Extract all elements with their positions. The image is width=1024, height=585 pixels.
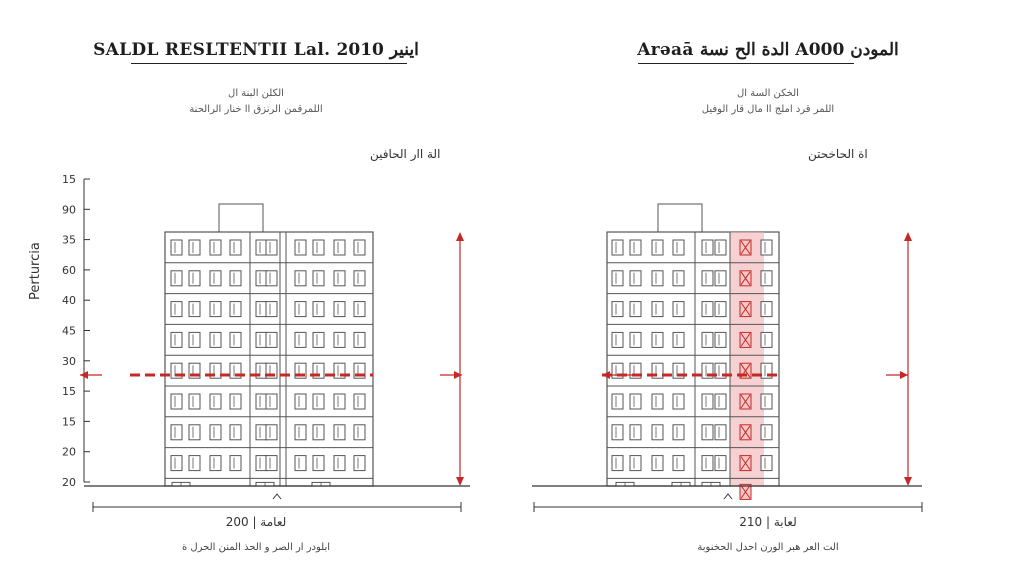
height-arrow-top-icon [904,232,912,241]
window [612,271,623,286]
window [230,271,241,286]
window [673,240,684,255]
window [702,394,713,409]
window [630,394,641,409]
window [171,302,182,317]
y-axis-tick-label: 45 [62,324,76,338]
window [266,394,277,409]
window [702,302,713,317]
window [189,240,200,255]
building [607,204,779,499]
window [313,394,324,409]
window [210,332,221,347]
window [334,332,345,347]
window [313,271,324,286]
y-axis-tick-label: 15 [62,415,76,429]
y-axis-tick-label: 20 [62,445,76,459]
window [354,456,365,471]
window [210,394,221,409]
window [702,425,713,440]
window [354,332,365,347]
window [715,394,726,409]
roof-structure [219,204,263,232]
window [295,302,306,317]
right-footer: الت العر هبر الورن احدل الحخنوبة [697,542,839,553]
window [715,332,726,347]
right-arrow-head-icon [454,371,462,379]
window [652,240,663,255]
window [761,394,772,409]
window [266,271,277,286]
window [702,240,713,255]
left-arrow-head-icon [602,371,610,379]
y-axis-tick-label: 15 [62,173,76,186]
window [715,425,726,440]
window [673,302,684,317]
window [256,240,267,255]
window [189,271,200,286]
window [715,271,726,286]
window [673,456,684,471]
left-subtitle-1: الكلن البنة ال [228,88,284,99]
window [652,456,663,471]
window [652,394,663,409]
window [295,240,306,255]
window [652,425,663,440]
window [673,271,684,286]
y-axis-tick-label: 90 [62,203,76,217]
window [313,302,324,317]
window [612,456,623,471]
y-axis-tick-label: 30 [62,354,76,368]
window [334,456,345,471]
window [189,425,200,440]
height-arrow-top-icon [456,232,464,241]
window [266,425,277,440]
window [652,271,663,286]
window [334,394,345,409]
window [673,332,684,347]
window [334,240,345,255]
window [230,240,241,255]
window [171,394,182,409]
window [189,394,200,409]
window [612,240,623,255]
window [354,302,365,317]
window [230,425,241,440]
window [334,302,345,317]
window [266,456,277,471]
left-footer: ابلودر ار الصر و الحذ المنن الحرل ة [181,542,331,553]
window [354,240,365,255]
window [715,302,726,317]
height-arrow-bottom-icon [904,477,912,486]
window [313,425,324,440]
y-axis-title: Perturcia [28,242,43,300]
left-title: SALDL RESLTENTII Lal. اينير 2010 [93,40,419,60]
window [334,425,345,440]
window [630,302,641,317]
window [230,394,241,409]
left-width-measure: 200 | لعامة [225,515,287,529]
window [230,456,241,471]
window [354,271,365,286]
window [171,271,182,286]
roof-structure [658,204,702,232]
window [210,425,221,440]
window [630,425,641,440]
window [313,240,324,255]
window [266,332,277,347]
window [761,240,772,255]
window [171,240,182,255]
left-subtitle-2: اللمرقمن الرنزق اا خنار الرالحنة [189,104,323,115]
window [673,425,684,440]
y-axis-tick-label: 60 [62,263,76,277]
window [761,332,772,347]
y-axis-tick-label: 40 [62,294,76,308]
window [761,271,772,286]
window [612,302,623,317]
window [630,332,641,347]
window [761,302,772,317]
window [702,332,713,347]
left-caption: الة اار الحافين [370,147,441,161]
right-panel [512,0,1024,585]
window [189,332,200,347]
window [702,271,713,286]
window [171,332,182,347]
window [715,456,726,471]
window [171,456,182,471]
window [652,332,663,347]
window [189,302,200,317]
right-building-drawing [512,0,1024,585]
right-title: Arəaā الدة الح نسة Aالمودن 000 [637,40,899,60]
window [630,456,641,471]
window [354,394,365,409]
window [313,332,324,347]
window [266,240,277,255]
window [230,302,241,317]
caret-up-icon [273,494,281,499]
y-axis-tick-label: 35 [62,233,76,247]
window [702,456,713,471]
window [256,332,267,347]
window [630,271,641,286]
window [266,302,277,317]
window [612,425,623,440]
right-arrow-head-icon [900,371,908,379]
window [256,456,267,471]
window [189,456,200,471]
window [295,332,306,347]
window [334,271,345,286]
window [761,456,772,471]
window [171,425,182,440]
window [256,271,267,286]
window [761,425,772,440]
building [165,204,373,486]
window [715,240,726,255]
height-arrow-bottom-icon [456,477,464,486]
window [210,456,221,471]
window [295,456,306,471]
window [313,456,324,471]
window [295,271,306,286]
window [256,302,267,317]
window [210,271,221,286]
window [612,332,623,347]
window [210,302,221,317]
caret-up-icon [724,494,732,499]
window [673,394,684,409]
y-axis-tick-label: 15 [62,385,76,399]
window [210,240,221,255]
right-subtitle-1: الخكن السة ال [737,88,799,99]
y-axis-tick-label: 20 [62,476,76,489]
window [230,332,241,347]
window [256,425,267,440]
window [256,394,267,409]
right-width-measure: 210 | لعابة [739,515,797,529]
window [295,394,306,409]
window [354,425,365,440]
window [630,240,641,255]
right-subtitle-2: اللمر قرد املج اا مال قار الوفيل [701,104,835,115]
window [652,302,663,317]
right-caption: اة الحاخحتن [808,147,868,161]
window [295,425,306,440]
window [612,394,623,409]
